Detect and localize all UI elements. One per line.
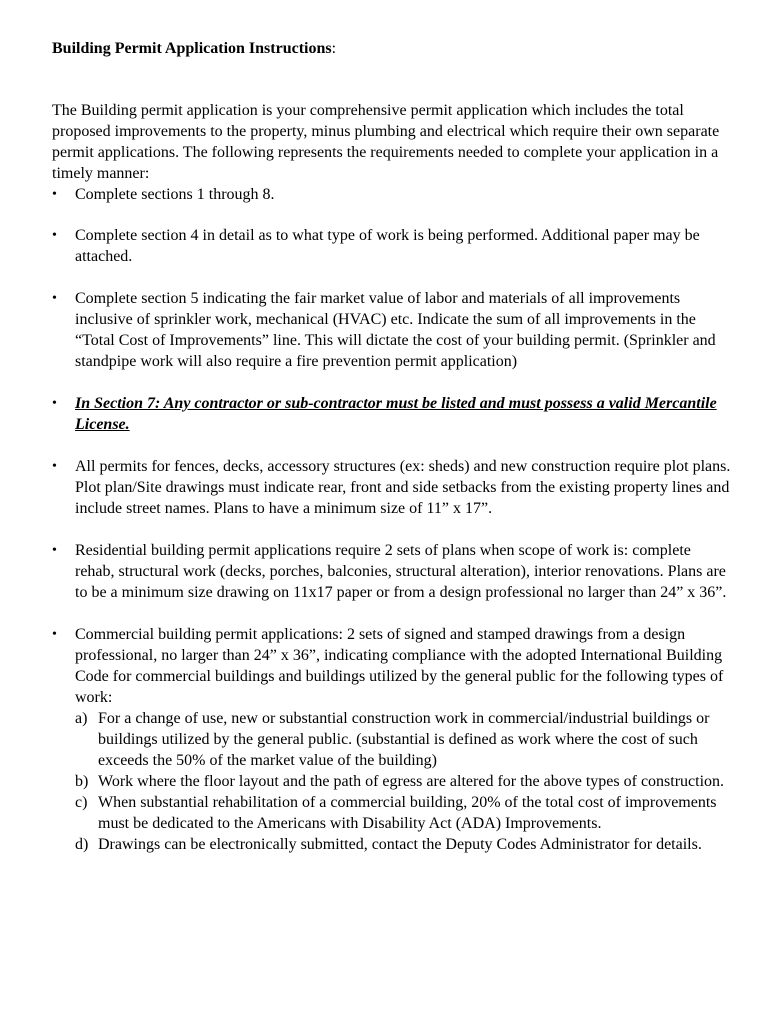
bullet-icon: • [52, 187, 57, 202]
sub-item-text: When substantial rehabilitation of a commercial building, 20% of the total cost of improvements must be dedicated to the Americans with Disability Act (ADA) Improvements. [98, 794, 717, 832]
bullet-icon: • [52, 396, 57, 411]
page-title [52, 38, 732, 59]
bullet-icon: • [52, 627, 57, 642]
bullet-icon: • [52, 543, 57, 558]
sub-list-item [75, 708, 732, 771]
commercial-sublist [75, 708, 732, 855]
sub-item-marker: d) [75, 836, 89, 853]
sub-list-item [75, 771, 732, 792]
list-item [52, 456, 732, 519]
list-item [52, 288, 732, 372]
sub-item-text: Work where the floor layout and the path of egress are altered for the above types of construction. [98, 773, 725, 790]
list-item-text: All permits for fences, decks, accessory structures (ex: sheds) and new construction require plot plans. Plot plan/Site drawings must indicate rear, front and side setbacks from the existing property lines and include street names. Plans to have a minimum size of 11” x 17”. [75, 458, 731, 517]
list-item [52, 184, 732, 205]
list-item-text: Complete section 5 indicating the fair market value of labor and materials of all improvements inclusive of sprinkler work, mechanical (HVAC) etc. Indicate the sum of all improvements in the “Total Cost of Improvements” line. This will dictate the cost of your building permit. (Sprinkler and standpipe work will also require a fire prevention permit application) [75, 290, 716, 370]
bullet-icon: • [52, 291, 57, 306]
document-page [52, 38, 732, 876]
list-item [52, 624, 732, 855]
bullet-icon: • [52, 228, 57, 243]
sub-item-marker: a) [75, 710, 88, 727]
contractor-license-note: In Section 7: Any contractor or sub-contractor must be listed and must possess a valid Mercantile License. [75, 395, 717, 433]
list-item-text: Complete section 4 in detail as to what type of work is being performed. Additional paper may be attached. [75, 227, 700, 265]
sub-item-text: Drawings can be electronically submitted, contact the Deputy Codes Administrator for details. [98, 836, 702, 853]
list-item-text: Residential building permit applications require 2 sets of plans when scope of work is: complete rehab, structural work (decks, porches, balconies, structural alteration), interior renovations. Plans are to be a minimum size drawing on 11x17 paper or from a design professional no larger than 24” x 36”. [75, 542, 727, 601]
title-text: Building Permit Application Instructions [52, 40, 332, 57]
list-item [52, 540, 732, 603]
title-colon: : [331, 40, 337, 57]
list-item-text: Commercial building permit applications: 2 sets of signed and stamped drawings from a design professional, no larger than 24” x 36”, indicating compliance with the adopted International Building Code for commercial buildings and buildings utilized by the general public for the following types of work: [75, 626, 724, 706]
list-item [52, 225, 732, 267]
sub-item-marker: b) [75, 773, 89, 790]
sub-item-text: For a change of use, new or substantial construction work in commercial/industrial buildings or buildings utilized by the general public. (substantial is defined as work where the cost of such exceeds the 50% of the market value of the building) [98, 710, 710, 769]
sub-list-item [75, 834, 732, 855]
list-item-text: Complete sections 1 through 8. [75, 186, 275, 203]
list-item [52, 393, 732, 435]
bullet-icon: • [52, 459, 57, 474]
intro-paragraph: The Building permit application is your comprehensive permit application which includes the total proposed improvements to the property, minus plumbing and electrical which require their own separate permit applications. The following represents the requirements needed to complete your application in a timely manner: [52, 102, 720, 182]
sub-item-marker: c) [75, 794, 88, 811]
sub-list-item [75, 792, 732, 834]
requirements-list [52, 184, 732, 855]
